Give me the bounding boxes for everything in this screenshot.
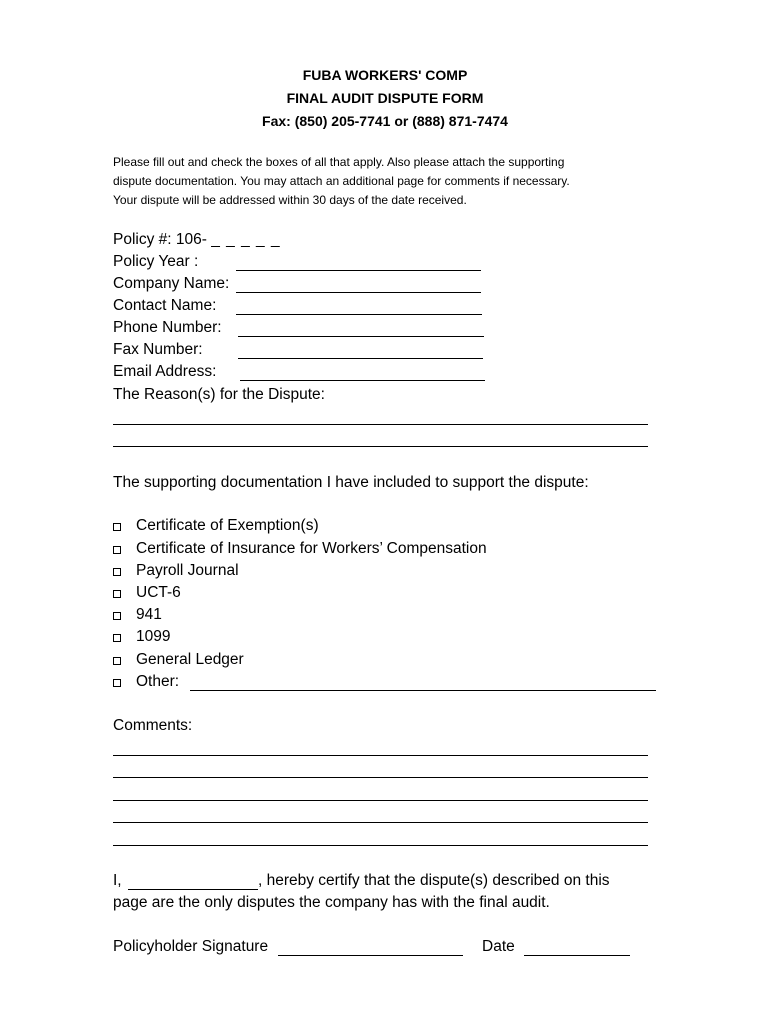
policy-year-label: Policy Year : [113, 253, 199, 270]
date-label: Date [482, 938, 515, 955]
dispute-reasons-label: The Reason(s) for the Dispute: [113, 386, 325, 403]
form-title-company: FUBA WORKERS' COMP [302, 67, 468, 83]
checkbox-label-certificate-insurance: Certificate of Insurance for Workers’ Compensation [136, 540, 487, 557]
checkbox-other[interactable] [113, 679, 121, 687]
other-line[interactable] [190, 690, 656, 691]
checkbox-label-other: Other: [136, 673, 180, 690]
fax-number-line[interactable] [238, 358, 483, 359]
policy-number-label: Policy #: 106- [113, 231, 207, 248]
dispute-reasons-line-1[interactable] [113, 424, 648, 425]
certify-statement: , hereby certify that the dispute(s) described on this [258, 872, 610, 889]
instructions-line-2: dispute documentation. You may attach an additional page for comments if necessary. [113, 174, 570, 188]
checkbox-label-general-ledger: General Ledger [136, 651, 244, 668]
fax-numbers: Fax: (850) 205-7741 or (888) 871-7474 [262, 113, 508, 129]
instructions-line-1: Please fill out and check the boxes of all that apply. Also please attach the supporting [113, 155, 565, 169]
checkbox-label-certificate-exemption: Certificate of Exemption(s) [136, 517, 319, 534]
contact-name-label: Contact Name: [113, 297, 217, 314]
comments-line-5[interactable] [113, 845, 648, 846]
comments-line-2[interactable] [113, 777, 648, 778]
checkbox-general-ledger[interactable] [113, 657, 121, 665]
checkbox-label-uct-6: UCT-6 [136, 584, 181, 601]
checkbox-label-payroll-journal: Payroll Journal [136, 562, 239, 579]
checkbox-uct-6[interactable] [113, 590, 121, 598]
company-name-label: Company Name: [113, 275, 230, 292]
phone-number-label: Phone Number: [113, 319, 222, 336]
signature-label: Policyholder Signature [113, 938, 269, 955]
fax-number-label: Fax Number: [113, 341, 203, 358]
email-address-label: Email Address: [113, 363, 217, 380]
policy-number-field[interactable] [113, 231, 281, 249]
checkbox-label-941: 941 [136, 606, 162, 623]
checkbox-payroll-journal[interactable] [113, 568, 121, 576]
signature-line[interactable] [278, 955, 463, 956]
email-address-line[interactable] [240, 380, 485, 381]
checkbox-1099[interactable] [113, 634, 121, 642]
certify-name-line[interactable] [128, 889, 258, 890]
comments-label: Comments: [113, 717, 193, 734]
checkbox-941[interactable] [113, 612, 121, 620]
documentation-heading: The supporting documentation I have included to support the dispute: [113, 474, 589, 491]
policy-number-blanks: _ _ _ _ _ [211, 231, 281, 248]
instructions-line-3: Your dispute will be addressed within 30 days of the date received. [113, 193, 467, 207]
certify-prefix: I, [113, 872, 122, 889]
dispute-reasons-line-2[interactable] [113, 446, 648, 447]
date-line[interactable] [524, 955, 630, 956]
comments-line-3[interactable] [113, 800, 648, 801]
checkbox-label-1099: 1099 [136, 628, 171, 645]
comments-line-1[interactable] [113, 755, 648, 756]
certify-statement-line-2: page are the only disputes the company has with the final audit. [113, 894, 550, 911]
checkbox-certificate-insurance[interactable] [113, 546, 121, 554]
policy-year-line[interactable] [236, 270, 481, 271]
phone-number-line[interactable] [238, 336, 484, 337]
contact-name-line[interactable] [236, 314, 482, 315]
comments-line-4[interactable] [113, 822, 648, 823]
form-title: FINAL AUDIT DISPUTE FORM [286, 90, 484, 106]
checkbox-certificate-exemption[interactable] [113, 523, 121, 531]
company-name-line[interactable] [236, 292, 481, 293]
